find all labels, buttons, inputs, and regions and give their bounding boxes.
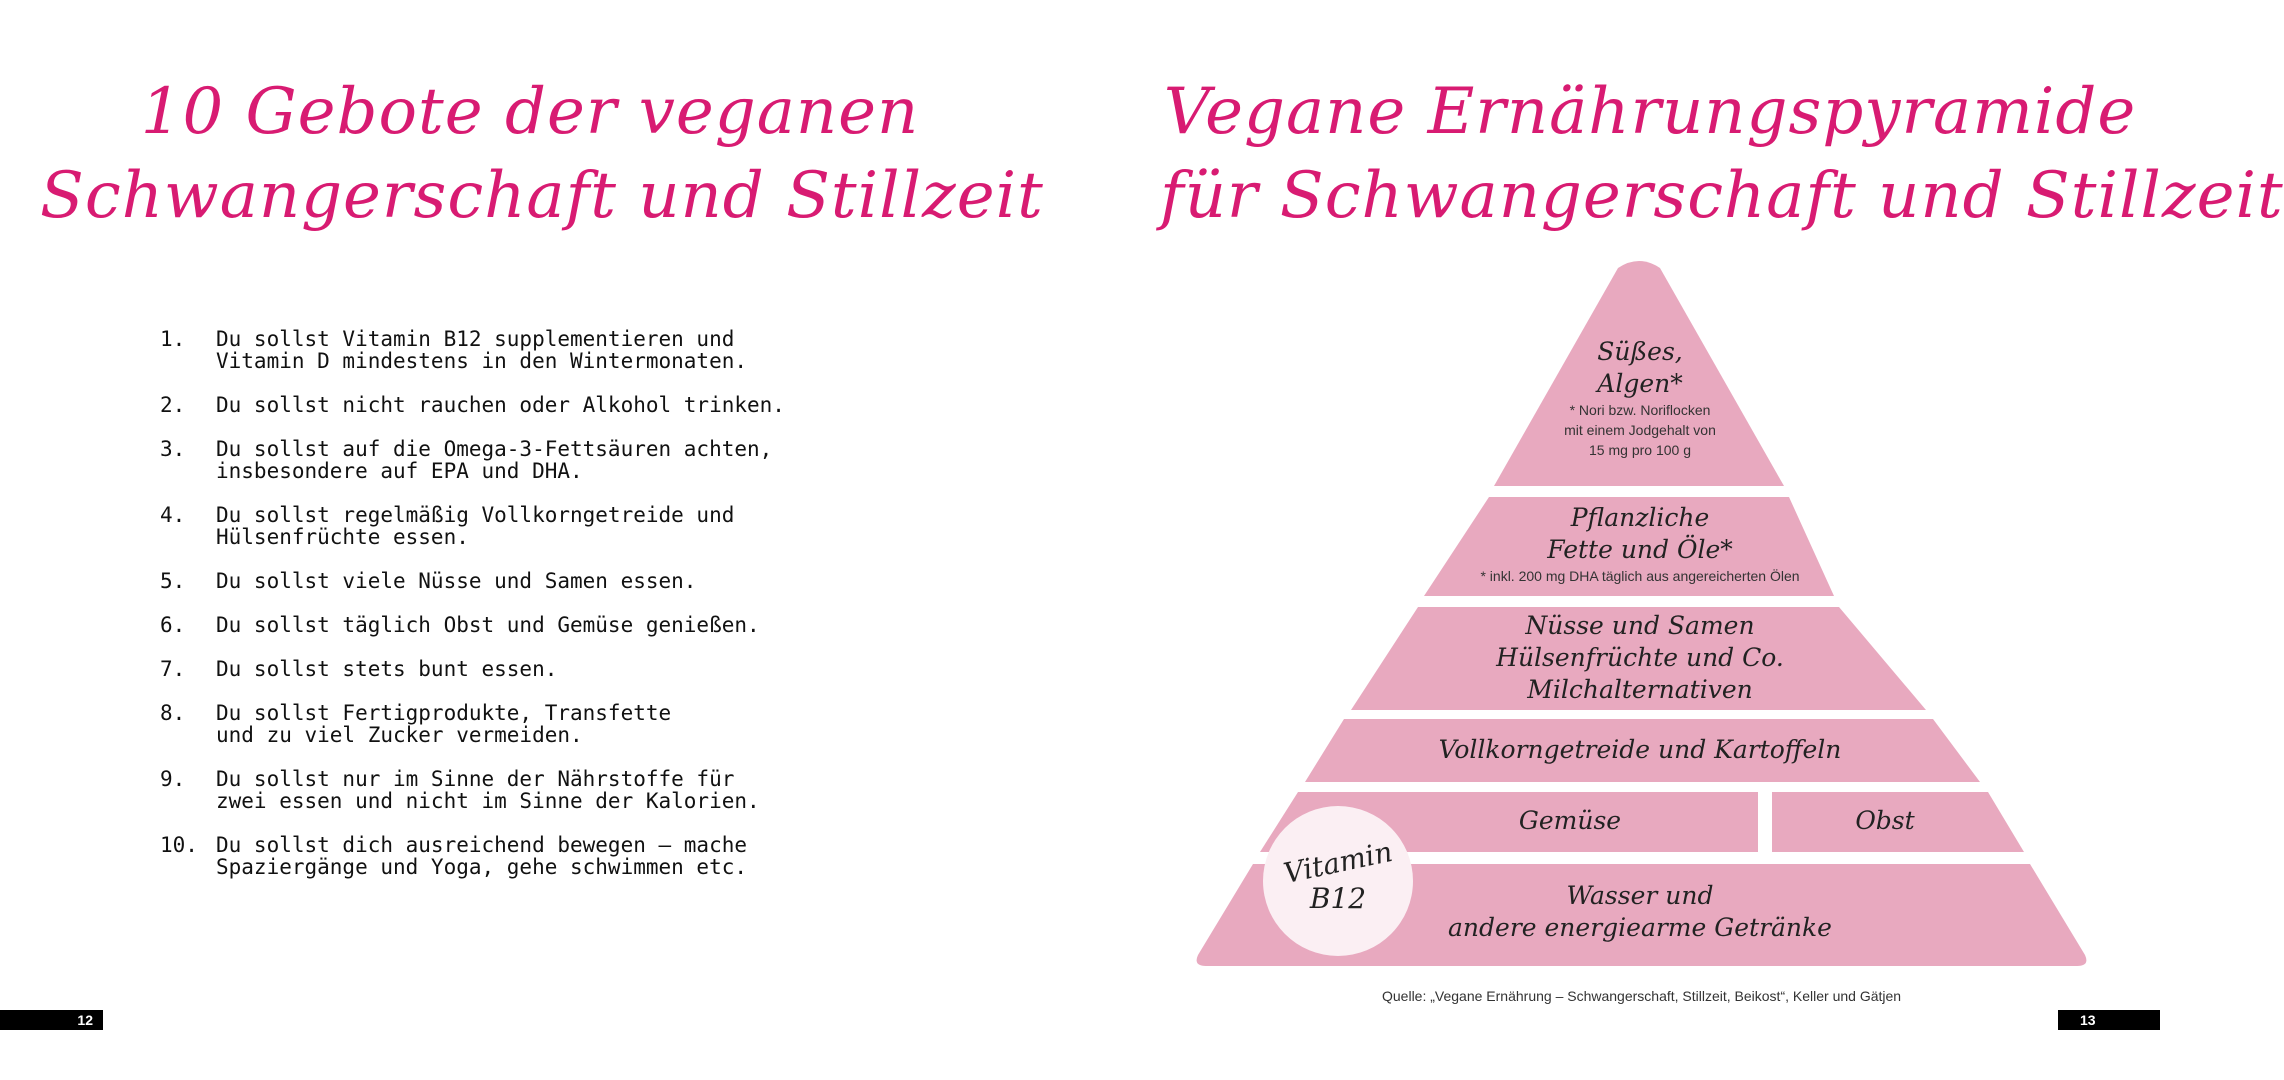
tier-sweets-note-2: mit einem Jodgehalt von — [1564, 422, 1716, 438]
item-text: Du sollst auf die Omega-3-Fettsäuren achten, insbesondere auf EPA und DHA. — [216, 437, 773, 483]
item-number: 10. — [160, 833, 198, 857]
tier-fruit-label: Obst — [1855, 806, 1915, 835]
tier-nuts-line3: Milchalternativen — [1527, 675, 1753, 704]
item-number: 7. — [160, 657, 186, 681]
item-text: Du sollst viele Nüsse und Samen essen. — [216, 569, 697, 593]
page-number-right-text: 13 — [2080, 1012, 2096, 1028]
tier-water-line1: Wasser und — [1566, 881, 1714, 910]
item-text: Du sollst täglich Obst und Gemüse genießen. — [216, 613, 760, 637]
item-number: 6. — [160, 613, 186, 637]
tier-nuts-line1: Nüsse und Samen — [1525, 611, 1755, 640]
vitamin-b12-badge — [1263, 806, 1413, 956]
tier-nuts-line2: Hülsenfrüchte und Co. — [1496, 643, 1784, 672]
page-number-right — [2058, 1010, 2160, 1030]
tier-fats-line2: Fette und Öle* — [1547, 535, 1733, 564]
item-number: 8. — [160, 701, 186, 725]
page-number-left-text: 12 — [77, 1012, 93, 1028]
tier-sweets-line2: Algen* — [1597, 369, 1683, 398]
tier-vegetables-label: Gemüse — [1518, 806, 1622, 835]
left-title-line-2: Schwangerschaft und Stillzeit — [40, 159, 1044, 233]
tier-water-line2: andere energiearme Getränke — [1448, 913, 1832, 942]
tier-water-label — [1440, 880, 1840, 944]
vitamin-badge-line1: Vitamin — [1280, 834, 1396, 891]
vitamin-badge-line2: B12 — [1309, 882, 1367, 915]
tier-fats-line1: Pflanzliche — [1570, 503, 1710, 532]
tier-fats-note: * inkl. 200 mg DHA täglich aus angereicherten Ölen — [1480, 568, 1800, 584]
tier-nuts-label — [1440, 610, 1840, 706]
item-number: 9. — [160, 767, 186, 791]
item-text: Du sollst nur im Sinne der Nährstoffe für zwei essen und nicht im Sinne der Kalorien. — [216, 767, 760, 813]
left-title-line-1: 10 Gebote der veganen — [140, 75, 920, 149]
item-text: Du sollst stets bunt essen. — [216, 657, 558, 681]
item-number: 3. — [160, 437, 186, 461]
item-number: 4. — [160, 503, 186, 527]
item-text: Du sollst regelmäßig Vollkorngetreide und Hülsenfrüchte essen. — [216, 503, 735, 549]
tier-sweets-line1: Süßes, — [1597, 337, 1683, 366]
item-text: Du sollst Vitamin B12 supplementieren und Vitamin D mindestens in den Wintermonaten. — [216, 327, 748, 373]
tier-sweets-label — [1540, 336, 1740, 460]
source-citation: Quelle: „Vegane Ernährung – Schwangerschaft, Stillzeit, Beikost“, Keller und Gätjen — [1382, 988, 1902, 1004]
right-title-line-1: Vegane Ernährungspyramide — [1163, 75, 2137, 149]
item-number: 1. — [160, 327, 186, 351]
tier-sweets-note-3: 15 mg pro 100 g — [1589, 442, 1691, 458]
tier-grains-label: Vollkorngetreide und Kartoffeln — [1438, 735, 1842, 764]
item-text: Du sollst dich ausreichend bewegen – mache Spaziergänge und Yoga, gehe schwimmen etc. — [216, 833, 748, 879]
tier-fats-label — [1440, 502, 1840, 586]
item-text: Du sollst nicht rauchen oder Alkohol trinken. — [216, 393, 785, 417]
right-title-line-2: für Schwangerschaft und Stillzeit — [1160, 159, 2284, 233]
item-text: Du sollst Fertigprodukte, Transfette und zu viel Zucker vermeiden. — [216, 701, 672, 747]
item-number: 5. — [160, 569, 186, 593]
item-number: 2. — [160, 393, 186, 417]
tier-sweets-note-1: * Nori bzw. Noriflocken — [1569, 402, 1711, 418]
